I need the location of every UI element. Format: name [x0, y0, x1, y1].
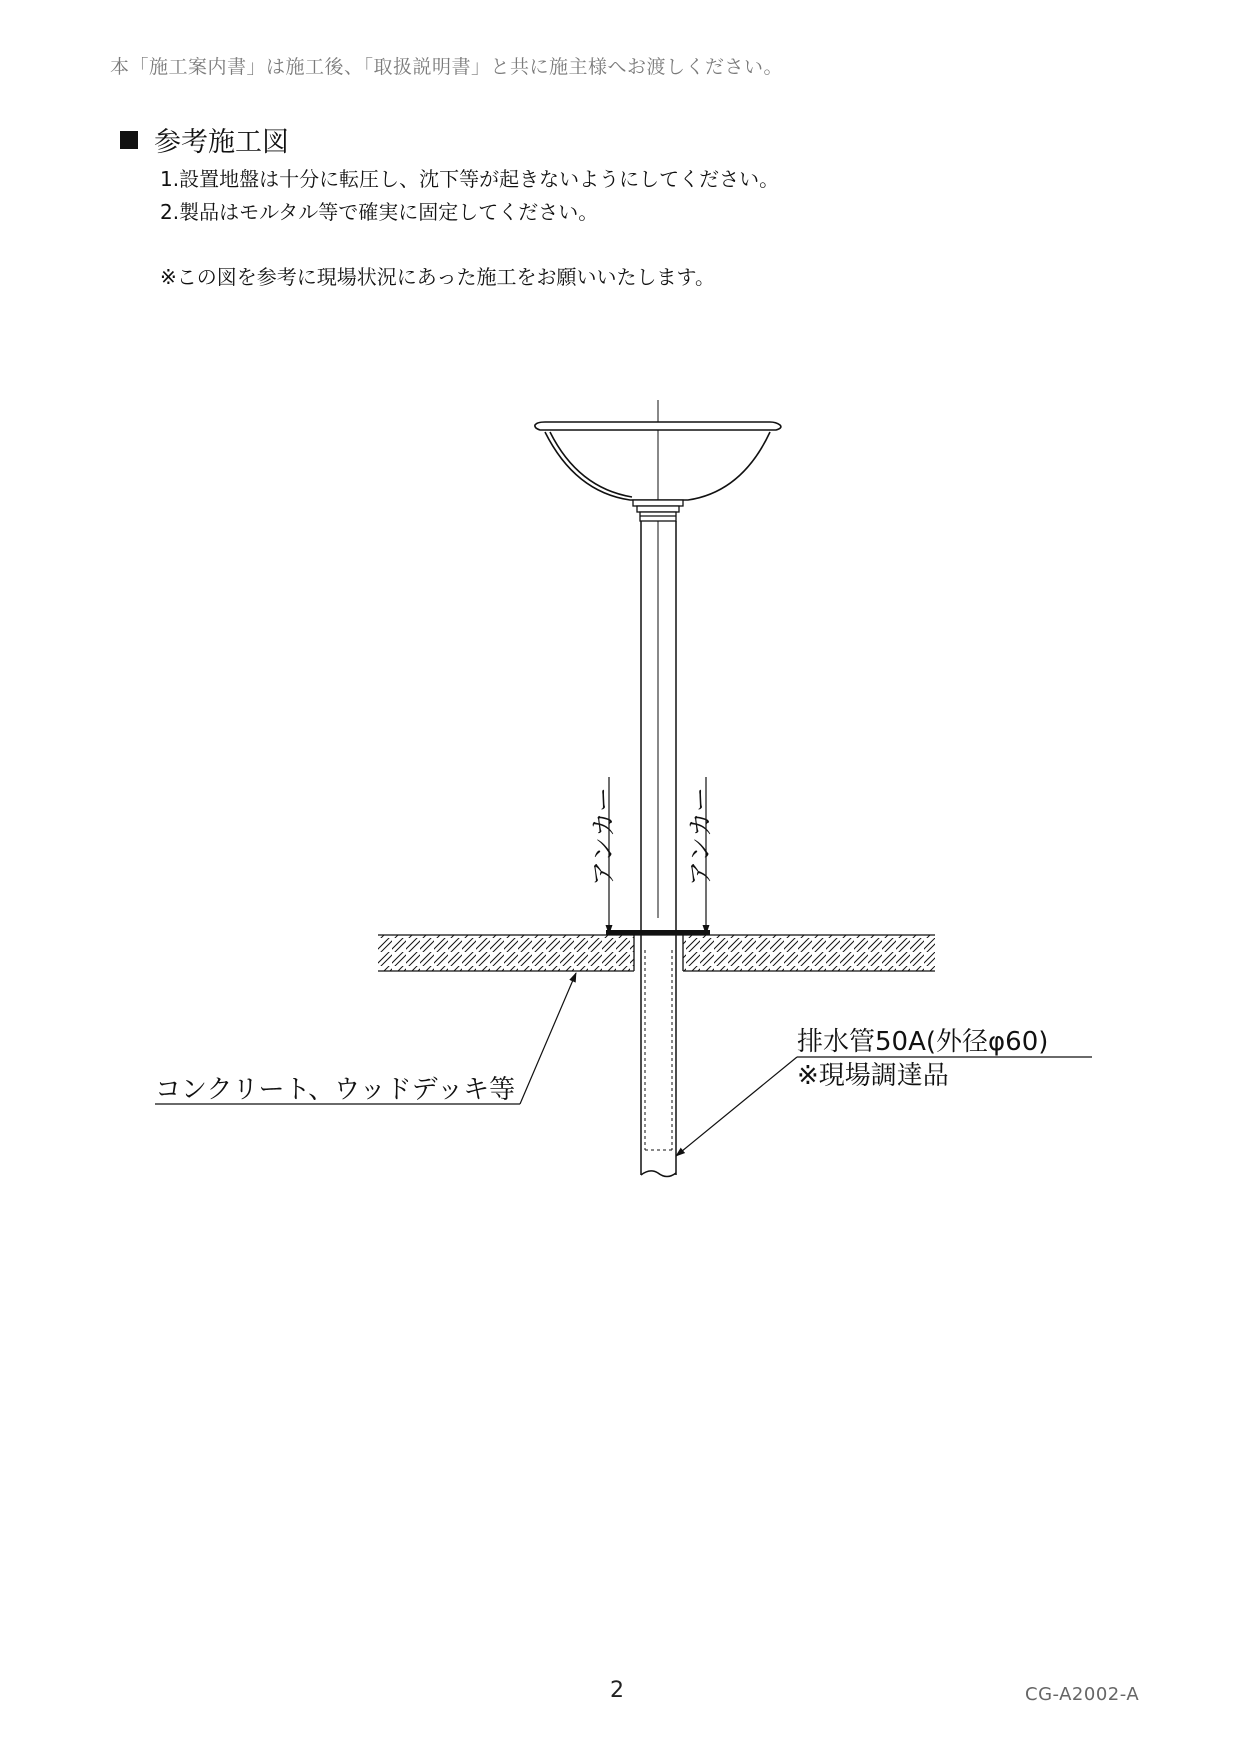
section-title: 参考施工図 [154, 127, 289, 158]
anchor-label-right: アンカー [686, 786, 715, 886]
ground-leader-line [520, 973, 576, 1104]
drain-fitting [633, 500, 683, 521]
pipe-leader-line [676, 1057, 797, 1156]
ground-slab [378, 935, 935, 971]
page-number: 2 [610, 1678, 624, 1703]
pipe-supply-note: ※現場調達品 [797, 1061, 949, 1091]
document-code: CG-A2002-A [1025, 1684, 1140, 1705]
reference-note: ※この図を参考に現場状況にあった施工をお願いいたします。 [160, 265, 715, 289]
ground-material-label: コンクリート、ウッドデッキ等 [155, 1075, 516, 1105]
pipe-spec-label: 排水管50A(外径φ60) [797, 1027, 1049, 1057]
handover-notice: 本「施工案内書」は施工後、「取扱説明書」と共に施主様へお渡しください。 [110, 56, 784, 78]
anchor-plate [606, 930, 710, 935]
anchor-label-left: アンカー [589, 786, 618, 886]
instruction-step-1: 1.設置地盤は十分に転圧し、沈下等が起きないようにしてください。 [160, 167, 780, 191]
instruction-step-2: 2.製品はモルタル等で確実に固定してください。 [160, 200, 599, 224]
